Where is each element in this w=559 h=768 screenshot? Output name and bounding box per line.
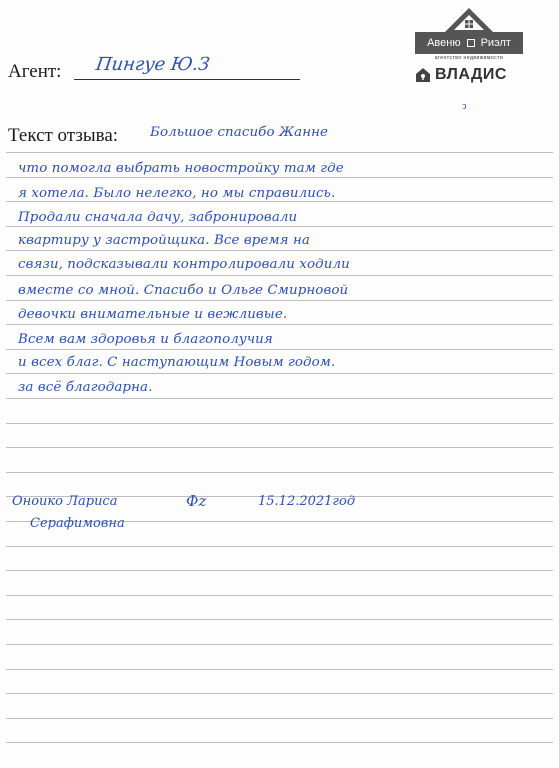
logo-subtitle: агентство недвижимости	[434, 55, 504, 61]
review-line: квартиру у застройщика. Все время на	[18, 233, 310, 248]
signature-initials: Фz	[186, 492, 207, 510]
agent-label: Агент:	[8, 61, 62, 82]
brand-right: Риэлт	[480, 37, 511, 49]
review-line: вместе со мной. Спасибо и Ольге Смирновой	[18, 283, 349, 298]
signature-patronymic: Серафимовна	[30, 516, 125, 531]
logo-banner	[415, 32, 523, 54]
review-line: и всех благ. С наступающим Новым годом.	[18, 355, 336, 370]
agent-handwritten-value: Пингуе Ю.З	[94, 54, 211, 75]
review-line: Продали сначала дачу, забронировали	[18, 210, 298, 225]
signature-name: Оноико Лариса	[12, 494, 118, 509]
review-label: Текст отзыва:	[8, 125, 119, 146]
signature-date: 15.12.2021год	[258, 494, 356, 509]
company-logo	[415, 6, 523, 86]
review-line: что помогла выбрать новостройку там где	[18, 161, 344, 176]
brand-left: Авеню	[427, 37, 461, 49]
review-line: Всем вам здоровья и благополучия	[18, 332, 273, 347]
handwritten-mark: ↄ	[462, 101, 467, 112]
window-icon	[467, 39, 475, 47]
partner-name: ВЛАДИС	[435, 66, 507, 83]
review-line: за всё благодарна.	[18, 380, 153, 395]
lock-house-icon	[415, 67, 431, 83]
partner-logo	[415, 64, 523, 86]
review-line: я хотела. Было нелегко, но мы справились.	[18, 186, 336, 201]
review-line: девочки внимательные и вежливые.	[18, 307, 288, 322]
agent-underline	[74, 79, 300, 80]
review-line: Большое спасибо Жанне	[150, 125, 329, 140]
review-line: связи, подсказывали контролировали ходили	[18, 257, 350, 272]
